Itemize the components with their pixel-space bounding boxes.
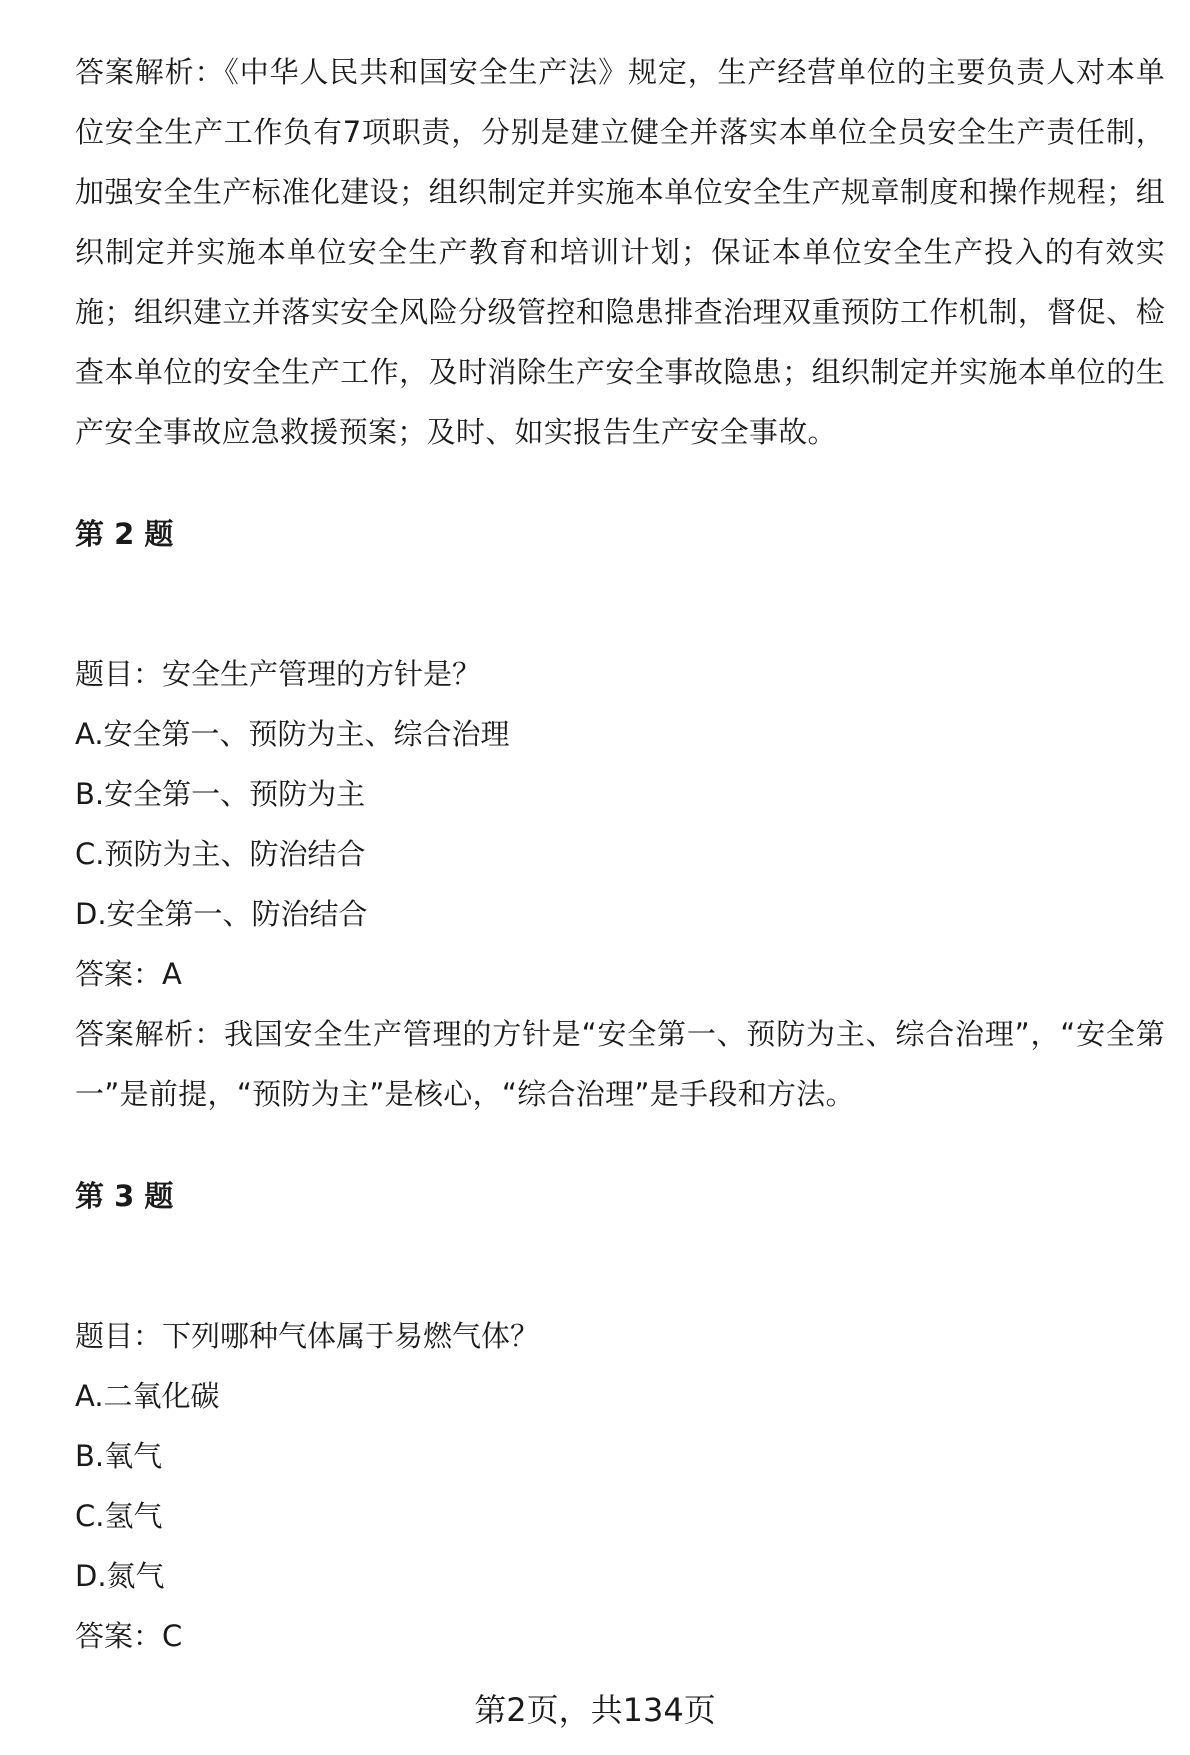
q3-question: 题目：下列哪种气体属于易燃气体？	[75, 1319, 540, 1353]
q2-heading: 第 2 题	[75, 517, 174, 551]
document-page	[75, 42, 1165, 1666]
q3-option-b: B.氧气	[75, 1439, 163, 1473]
q2-option-a: A.安全第一、预防为主、综合治理	[75, 717, 510, 751]
q3-option-c: C.氢气	[75, 1499, 163, 1533]
question-3	[75, 1166, 1165, 1666]
page-number-footer: 第2页，共134页	[474, 1691, 716, 1729]
q1-explanation: 答案解析：《中华人民共和国安全生产法》规定，生产经营单位的主要负责人对本单位安全生产工作负有7项职责，分别是建立健全并落实本单位全员安全生产责任制，加强安全生产标准化建设；组织制定并实施本单位安全生产规章制度和操作规程；组织制定并实施本单位安全生产教育和培训计划；保证本单位安全生产投入的有效实施；组织建立并落实安全风险分级管控和隐患排查治理双重预防工作机制，督促、检查本单位的安全生产工作，及时消除生产安全事故隐患；组织制定并实施本单位的生产安全事故应急救援预案；及时、如实报告生产安全事故。	[75, 55, 1165, 449]
q2-option-d: D.安全第一、防治结合	[75, 897, 368, 931]
q2-explanation: 答案解析：我国安全生产管理的方针是“安全第一、预防为主、综合治理”，“安全第一”是前提，“预防为主”是核心，“综合治理”是手段和方法。	[75, 1017, 1165, 1111]
q3-option-d: D.氮气	[75, 1559, 165, 1593]
q3-heading: 第 3 题	[75, 1179, 174, 1213]
question-2	[75, 504, 1165, 1124]
q2-question: 题目：安全生产管理的方针是？	[75, 657, 482, 691]
q2-option-b: B.安全第一、预防为主	[75, 777, 366, 811]
q2-answer: 答案：A	[75, 957, 182, 991]
q2-option-c: C.预防为主、防治结合	[75, 837, 366, 871]
q3-answer: 答案：C	[75, 1619, 183, 1653]
q3-option-a: A.二氧化碳	[75, 1379, 220, 1413]
